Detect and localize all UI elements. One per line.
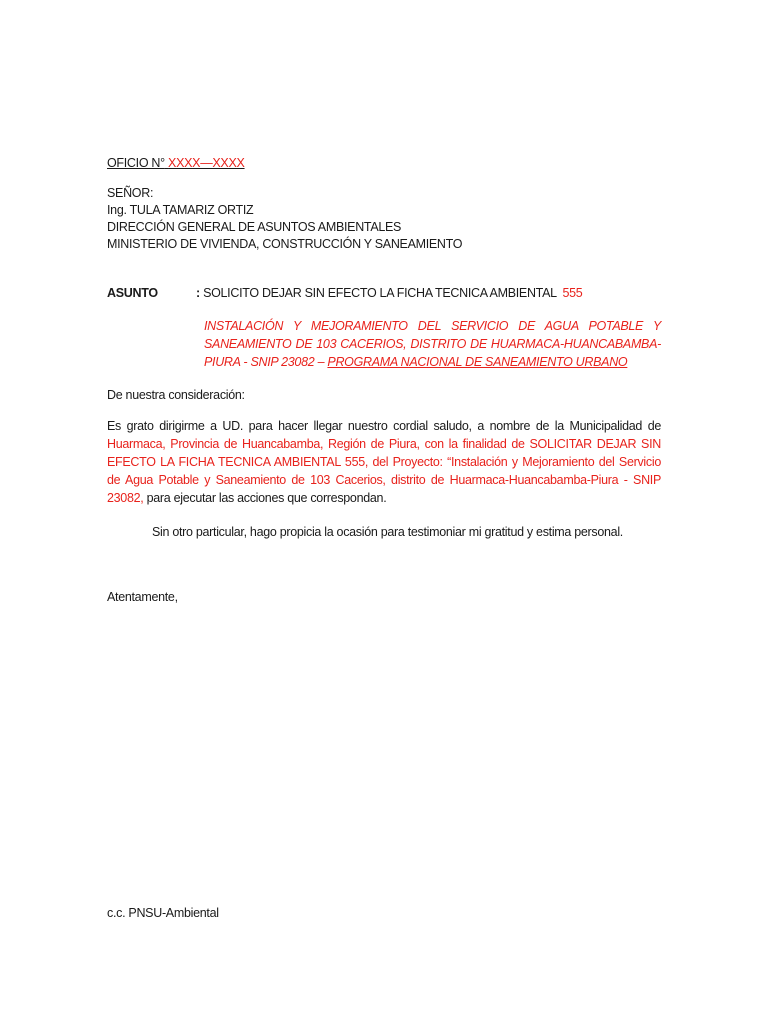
asunto-label: ASUNTO xyxy=(107,286,158,300)
asunto-colon: : xyxy=(196,286,200,300)
cc-line: c.c. PNSU-Ambiental xyxy=(107,906,219,920)
body-paragraph xyxy=(107,417,661,507)
recipient-ministry: MINISTERIO DE VIVIENDA, CONSTRUCCIÓN Y SANEAMIENTO xyxy=(107,237,463,251)
asunto-project xyxy=(204,317,661,371)
body-start: Es grato dirigirme a UD. para hacer llegar nuestro cordial saludo, a nombre de la Municipalidad de xyxy=(107,419,661,433)
asunto-program: PROGRAMA NACIONAL DE SANEAMIENTO URBANO xyxy=(327,355,628,369)
asunto-project-text: INSTALACIÓN Y MEJORAMIENTO DEL SERVICIO DE AGUA POTABLE Y SANEAMIENTO DE 103 CACERIOS, DISTRITO DE HUARMACA-HUANCABAMBA-PIURA - SNIP 23082 – xyxy=(204,319,661,369)
asunto-number: 555 xyxy=(562,286,583,300)
body-paragraph-2: Sin otro particular, hago propicia la ocasión para testimoniar mi gratitud y estima personal. xyxy=(152,525,623,539)
body-request: con la finalidad de SOLICITAR DEJAR SIN EFECTO LA FICHA TECNICA AMBIENTAL 555, del Proyecto: “Instalación y Mejoramiento del Servicio de Agua Potable y Saneamiento de 103 Cacerios, distrito de Huarmaca-Huancabamba-Piura - SNIP 23082, xyxy=(107,437,661,505)
asunto-text: SOLICITO DEJAR SIN EFECTO LA FICHA TECNICA AMBIENTAL xyxy=(203,286,557,300)
greeting: De nuestra consideración: xyxy=(107,388,245,402)
oficio-label: OFICIO N° xyxy=(107,156,165,170)
body-end: para ejecutar las acciones que correspondan. xyxy=(146,491,387,505)
oficio-number: XXXX—XXXX xyxy=(168,156,245,170)
closing: Atentamente, xyxy=(107,590,178,604)
recipient-salutation: SEÑOR: xyxy=(107,186,154,200)
body-location: Huarmaca, Provincia de Huancabamba, Región de Piura, xyxy=(107,437,420,451)
recipient-office: DIRECCIÓN GENERAL DE ASUNTOS AMBIENTALES xyxy=(107,220,402,234)
asunto-line xyxy=(196,286,582,300)
recipient-name: Ing. TULA TAMARIZ ORTIZ xyxy=(107,203,254,217)
oficio-heading xyxy=(107,156,245,170)
